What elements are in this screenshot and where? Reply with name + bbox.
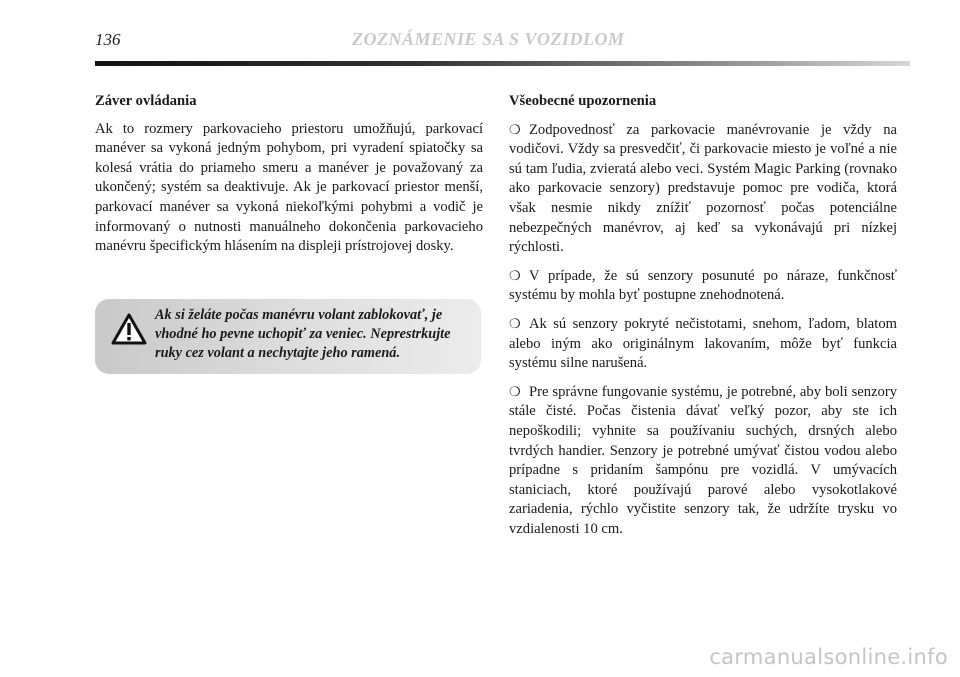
warning-box <box>95 299 481 374</box>
section-heading-general-warnings: Všeobecné upozornenia <box>509 93 657 109</box>
header-rule <box>95 61 910 66</box>
bullet-circle-icon: ❍ <box>509 383 521 399</box>
section-heading-control-end: Záver ovládania <box>95 93 197 109</box>
chapter-title: ZOZNÁMENIE SA S VOZIDLOM <box>352 29 625 49</box>
bullet-circle-icon: ❍ <box>509 121 521 137</box>
bullet-text: Pre správne fungovanie systému, je potrebné, aby boli senzory stále čisté. Počas čistenia dávať veľký pozor, aby ste ich nepoškodili; vyhnite sa používaniu suchých, drsných alebo tvrdých handier. Senzory je potrebné umývať čistou vodou alebo prípadne s pridaním šampónu pre vozidlá. V umývacích staniciach, ktoré používajú parové alebo vysokotlakové zariadenia, rýchlo vyčistite senzory tak, že udržíte trysku vo vzdialenosti 10 cm. <box>509 383 897 537</box>
bullet-text: V prípade, že sú senzory posunuté po náraze, funkčnosť systému by mohla byť postupne znehodnotená. <box>509 267 897 304</box>
left-column <box>95 92 483 265</box>
warning-text: Ak si želáte počas manévru volant zablokovať, je vhodné ho pevne uchopiť za veniec. Neprestrkujte ruky cez volant a nechytajte jeho ramená. <box>155 307 451 361</box>
right-column <box>509 92 897 547</box>
bullet-text: Zodpovednosť za parkovacie manévrovanie je vždy na vodičovi. Vždy sa presvedčiť, či parkovacie miesto je voľné a nie sú tam ľudia, zvieratá alebo veci. Systém Magic Parking (rovnako ako parkovacie senzory) predstavuje pomoc pre vodiča, ktorá však nesmie nikdy znížiť pozornosť počas potenciálne nebezpečných manévrov, aj keď sa vykonávajú pri nízkej rýchlosti. <box>509 121 897 256</box>
bullet-circle-icon: ❍ <box>509 267 521 283</box>
page-number: 136 <box>95 30 121 49</box>
bullet-item <box>509 314 897 374</box>
bullet-item <box>509 266 897 306</box>
bullet-item <box>509 382 897 540</box>
bullet-text: Ak sú senzory pokryté nečistotami, snehom, ľadom, blatom alebo iným ako originálnym lakovaním, môže byť funkcia systému silne narušená. <box>509 315 897 372</box>
bullet-circle-icon: ❍ <box>509 315 521 331</box>
body-paragraph: Ak to rozmery parkovacieho priestoru umožňujú, parkovací manéver sa vykoná jedným pohybom, pri vyradení spiatočky sa kolesá vrátia do priameho smeru a manéver je považovaný za ukončený; systém sa deaktivuje. Ak je parkovací priestor menší, parkovací manéver sa vykoná niekoľkými pohybmi a vodič je informovaný o nutnosti manuálneho dokončenia parkovacieho manévru špecifickým hlásením na displeji prístrojovej dosky. <box>95 120 483 255</box>
watermark: carmanualsonline.info <box>709 645 948 669</box>
warning-triangle-icon <box>111 313 147 345</box>
bullet-item <box>509 120 897 258</box>
